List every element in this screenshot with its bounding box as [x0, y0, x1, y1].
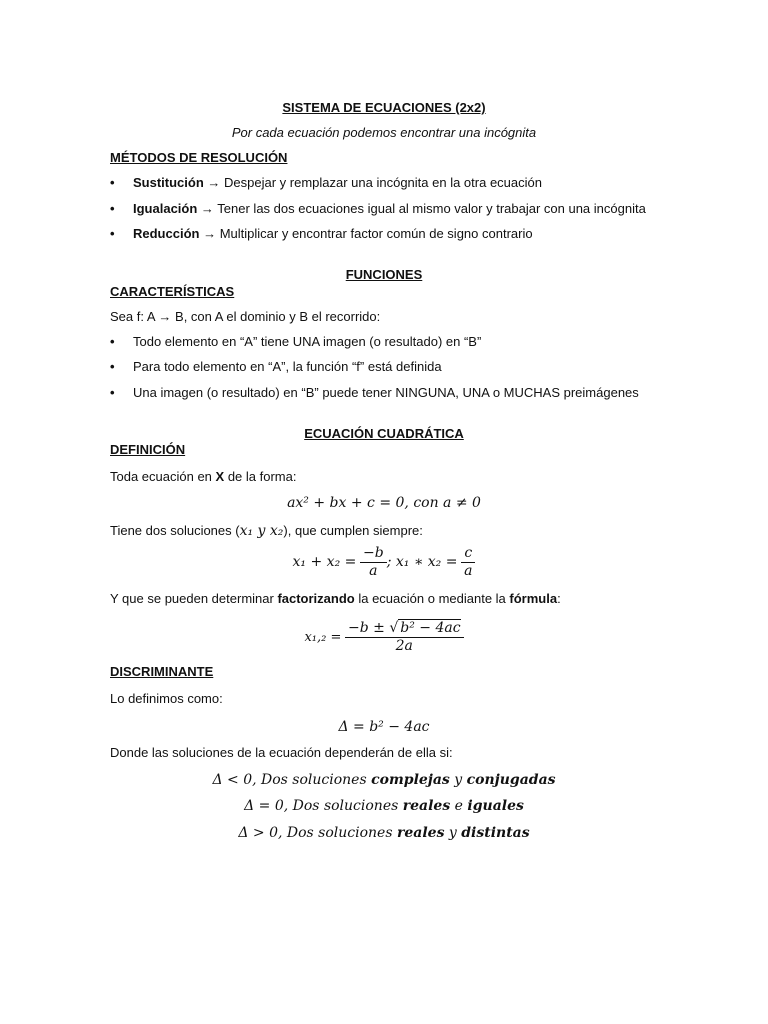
characteristics-header: CARACTERÍSTICAS	[110, 284, 235, 299]
case-condition: Δ > 0, Dos soluciones	[238, 825, 397, 841]
fraction-numerator	[345, 620, 464, 638]
item-term: Igualación	[133, 201, 198, 216]
intro-variable: X	[215, 469, 225, 484]
vieta-sum-left: x₁ + x₂ =	[292, 553, 357, 570]
item-term: Sustitución	[133, 175, 204, 190]
methods-header: MÉTODOS DE RESOLUCIÓN	[110, 150, 288, 165]
sqrt-icon: √	[389, 620, 399, 636]
list-item	[110, 201, 646, 217]
bullet-icon: •	[110, 359, 115, 374]
item-text: Para todo elemento en “A”, la función “f” está definida	[133, 359, 442, 374]
discriminant-equation: Δ = b² − 4ac	[338, 719, 430, 735]
vieta-product-fraction	[461, 545, 475, 580]
list-item	[110, 334, 481, 350]
discriminant-case	[0, 772, 768, 788]
case-bold-word: distintas	[461, 825, 530, 841]
text-part: Y que se pueden determinar	[110, 591, 278, 606]
formula-fraction	[345, 620, 464, 655]
discriminant-case	[0, 798, 768, 814]
section-subtitle: Por cada ecuación podemos encontrar una incógnita	[231, 125, 537, 140]
text-bold: fórmula	[509, 591, 558, 606]
item-text: Despejar y remplazar una incógnita en la otra ecuación	[220, 175, 542, 190]
intro-text: de la forma:	[224, 469, 297, 484]
discriminant-header: DISCRIMINANTE	[110, 664, 214, 679]
list-item	[110, 385, 639, 401]
text-part: la ecuación o mediante la	[354, 591, 510, 606]
text-part: :	[557, 591, 561, 606]
bullet-icon: •	[110, 334, 115, 349]
bullet-icon: •	[110, 201, 115, 216]
case-connector: e	[450, 798, 468, 814]
text-bold: factorizando	[277, 591, 355, 606]
inline-math: x₁ y x₂	[239, 523, 284, 539]
fraction-numerator: −b	[360, 545, 387, 563]
item-term: Reducción	[133, 226, 200, 241]
arrow-right-icon: →	[203, 226, 217, 241]
list-item	[110, 226, 533, 242]
item-text: Una imagen (o resultado) en “B” puede tener NINGUNA, UNA o MUCHAS preimágenes	[133, 385, 639, 400]
vieta-sum-fraction	[360, 545, 387, 580]
fraction-denominator: a	[369, 563, 378, 579]
case-bold-word: reales	[402, 798, 451, 814]
fraction-denominator: 2a	[395, 638, 413, 654]
section-title-cuadratica	[0, 426, 768, 442]
formula-left: x₁,₂ =	[304, 629, 342, 645]
case-connector: y	[449, 772, 467, 788]
determine-text	[110, 591, 561, 607]
case-condition: Δ = 0, Dos soluciones	[244, 798, 403, 814]
section-title-text: SISTEMA DE ECUACIONES (2x2)	[282, 100, 486, 115]
arrow-right-icon: →	[200, 201, 214, 216]
quadratic-formula	[0, 620, 768, 655]
intro-text: Toda ecuación en	[110, 469, 216, 484]
discriminant-intro: Lo definimos como:	[110, 691, 223, 706]
list-item	[110, 359, 442, 375]
bullet-icon: •	[110, 385, 115, 400]
definition-intro	[110, 469, 296, 485]
discriminant-depends: Donde las soluciones de la ecuación dependerán de ella si:	[110, 745, 453, 760]
case-condition: Δ < 0, Dos soluciones	[212, 772, 372, 788]
case-bold-word: reales	[396, 825, 445, 841]
case-bold-word: conjugadas	[466, 772, 556, 788]
section-title-text: ECUACIÓN CUADRÁTICA	[304, 426, 464, 441]
definition-header: DEFINICIÓN	[110, 442, 186, 457]
general-equation: ax² + bx + c = 0, con a ≠ 0	[287, 495, 481, 511]
intro-text: ), que cumplen siempre:	[283, 523, 423, 538]
list-item	[110, 175, 542, 191]
radicand: b² − 4ac	[400, 620, 461, 636]
case-bold-word: iguales	[467, 798, 524, 814]
section-title-text: FUNCIONES	[345, 267, 423, 282]
item-text: Tener las dos ecuaciones igual al mismo valor y trabajar con una incógnita	[213, 201, 646, 216]
functions-intro: Sea f: A → B, con A el dominio y B el recorrido:	[110, 309, 381, 324]
fraction-numerator: c	[461, 545, 475, 563]
section-title-funciones	[0, 267, 768, 283]
vieta-product-left: ; x₁ ∗ x₂ =	[386, 553, 458, 570]
item-text: Todo elemento en “A” tiene UNA imagen (o resultado) en “B”	[133, 334, 482, 349]
section-title-sistema	[0, 100, 768, 116]
intro-text: Tiene dos soluciones (	[110, 523, 240, 538]
discriminant-case	[0, 825, 768, 841]
solutions-intro	[110, 523, 423, 539]
arrow-right-icon: →	[207, 175, 221, 190]
numerator-prefix: −b ±	[347, 620, 390, 636]
case-bold-word: complejas	[371, 772, 450, 788]
bullet-icon: •	[110, 226, 115, 241]
vieta-relations	[0, 545, 768, 580]
fraction-denominator: a	[464, 563, 473, 579]
case-connector: y	[444, 825, 462, 841]
item-text: Multiplicar y encontrar factor común de signo contrario	[216, 226, 533, 241]
bullet-icon: •	[110, 175, 115, 190]
